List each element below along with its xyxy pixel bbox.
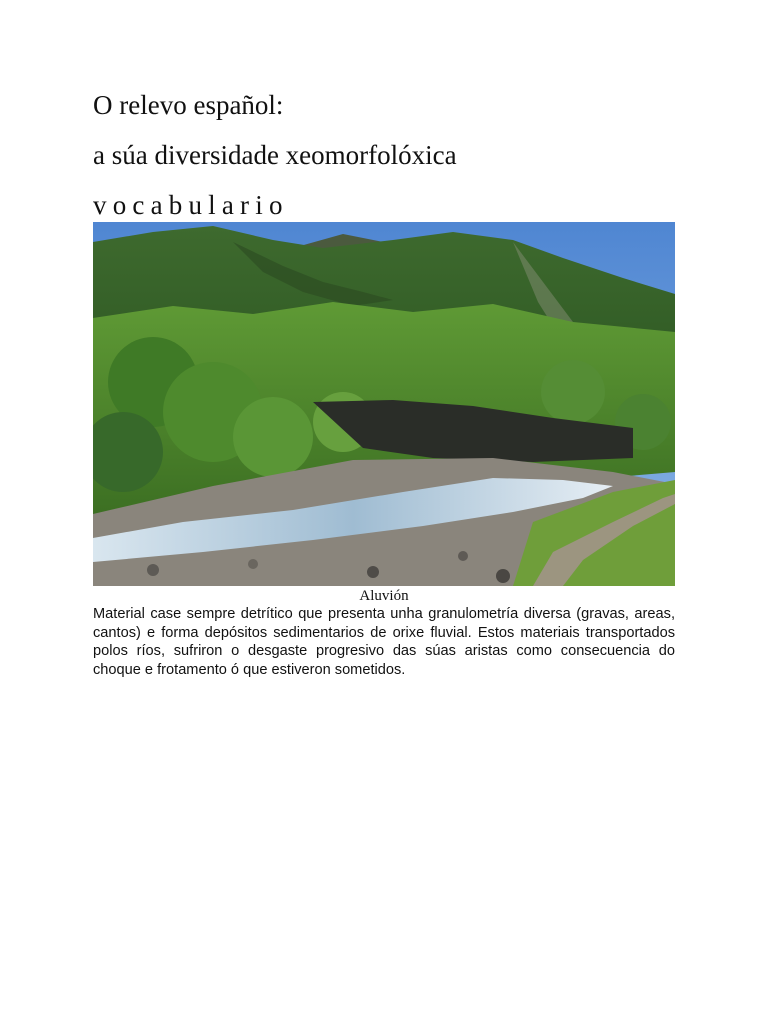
page-title-line-1: O relevo español: (93, 90, 284, 120)
alluvium-photo (93, 222, 675, 586)
boulder (248, 559, 258, 569)
section-heading: vocabulario (93, 190, 289, 220)
tree-cluster (233, 397, 313, 477)
boulder (458, 551, 468, 561)
tree-cluster (541, 360, 605, 424)
definition-paragraph: Material case sempre detrítico que presenta unha granulometría diversa (gravas, areas, cantos) e forma depósitos sedimentarios de orixe fluvial. Estos materiais transportados polos ríos, sufriron o desgaste progresivo das súas aristas como consecuencia do choque e frotamento ó que estiveron sometidos. (93, 606, 675, 678)
boulder (367, 566, 379, 578)
boulder (496, 569, 510, 583)
figure-caption: Aluvión (359, 588, 409, 604)
boulder (147, 564, 159, 576)
page-title-line-2: a súa diversidade xeomorfolóxica (93, 140, 457, 170)
